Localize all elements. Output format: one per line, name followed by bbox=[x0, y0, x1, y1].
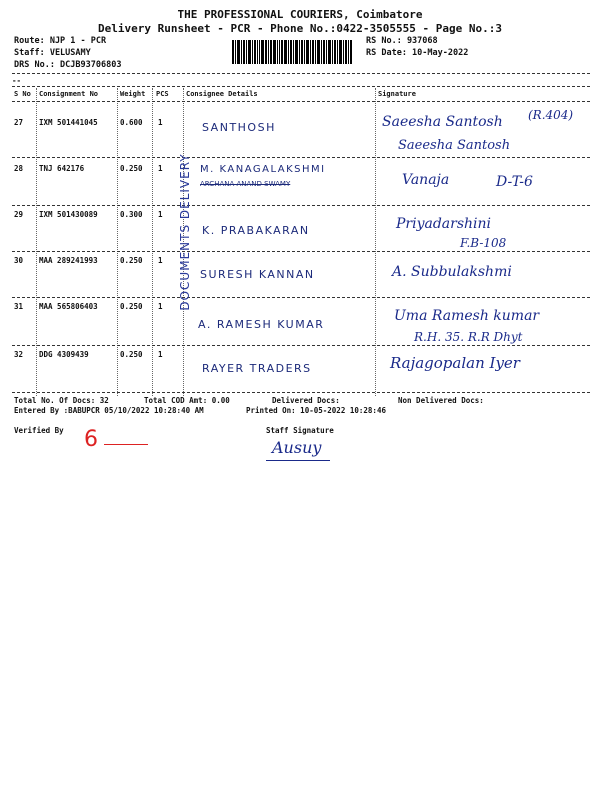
entered-by: Entered By :BABUPCR 05/10/2022 10:28:40 AM bbox=[14, 406, 204, 415]
row-consignee: SURESH KANNAN bbox=[200, 268, 315, 281]
row-signature: Saeesha Santosh bbox=[382, 114, 503, 130]
row-consignee: A. RAMESH KUMAR bbox=[198, 318, 325, 331]
row-consignment: IXM 501441045 bbox=[39, 118, 98, 127]
column-divider bbox=[117, 88, 118, 396]
row-weight: 0.250 bbox=[120, 256, 143, 265]
column-divider bbox=[375, 88, 376, 396]
row-signature: Vanaja bbox=[402, 172, 450, 188]
row-signature-note: (R.404) bbox=[528, 108, 574, 122]
row-pcs: 1 bbox=[158, 210, 163, 219]
row-weight: 0.600 bbox=[120, 118, 143, 127]
company-title: THE PROFESSIONAL COURIERS, Coimbatore bbox=[177, 8, 423, 21]
barcode-icon bbox=[232, 40, 352, 64]
non-delivered-docs: Non Delivered Docs: bbox=[398, 396, 484, 405]
staff-label: Staff: VELUSAMY bbox=[14, 48, 91, 58]
staff-signature-hand: Ausuy bbox=[272, 438, 322, 457]
row-signature: Rajagopalan Iyer bbox=[390, 354, 520, 372]
row-consignment: TNJ 642176 bbox=[39, 164, 85, 173]
separator-marker: -- bbox=[12, 76, 22, 85]
separator-line bbox=[12, 86, 590, 87]
drs-number: DRS No.: DCJB93706803 bbox=[14, 60, 122, 70]
row-consignee: RAYER TRADERS bbox=[202, 362, 312, 375]
row-signature-line2: R.H. 35. R.R Dhyt bbox=[414, 330, 523, 344]
row-signature-note: D-T-6 bbox=[496, 174, 533, 190]
separator-line bbox=[12, 205, 590, 206]
rs-number: RS No.: 937068 bbox=[366, 36, 438, 46]
row-consignment: MAA 289241993 bbox=[39, 256, 98, 265]
stamp-text: DOCUMENTS DELIVERY bbox=[178, 153, 192, 311]
row-weight: 0.300 bbox=[120, 210, 143, 219]
delivered-docs: Delivered Docs: bbox=[272, 396, 340, 405]
verified-underline bbox=[104, 444, 148, 445]
row-consignee: M. KANAGALAKSHMI bbox=[200, 164, 326, 175]
row-consignee-extra: ARCHANA ANAND SWAMY bbox=[200, 180, 291, 188]
staff-signature-label: Staff Signature bbox=[266, 426, 334, 435]
row-weight: 0.250 bbox=[120, 350, 143, 359]
rs-date: RS Date: 10-May-2022 bbox=[366, 48, 469, 58]
row-consignment: DDG 4309439 bbox=[39, 350, 89, 359]
staff-signature-underline bbox=[266, 460, 330, 461]
row-sno: 31 bbox=[14, 302, 24, 311]
row-pcs: 1 bbox=[158, 256, 163, 265]
row-sno: 28 bbox=[14, 164, 24, 173]
column-divider bbox=[152, 88, 153, 396]
row-signature: Uma Ramesh kumar bbox=[394, 308, 540, 324]
total-cod: Total COD Amt: 0.00 bbox=[144, 396, 230, 405]
row-weight: 0.250 bbox=[120, 302, 143, 311]
col-header-weight: Weight bbox=[120, 90, 146, 98]
separator-line bbox=[12, 251, 590, 252]
runsheet-title: Delivery Runsheet - PCR - Phone No.:0422-3505555 - Page No.:3 bbox=[98, 22, 502, 35]
column-divider bbox=[36, 88, 37, 396]
separator-line bbox=[12, 392, 590, 393]
row-consignment: IXM 501430089 bbox=[39, 210, 98, 219]
delivery-stamp bbox=[172, 152, 198, 312]
col-header-consignee: Consignee Details bbox=[186, 90, 258, 98]
separator-line bbox=[12, 297, 590, 298]
row-pcs: 1 bbox=[158, 302, 163, 311]
route-label: Route: NJP 1 - PCR bbox=[14, 36, 107, 46]
separator-line bbox=[12, 157, 590, 158]
printed-on: Printed On: 10-05-2022 10:28:46 bbox=[246, 406, 386, 415]
row-consignment: MAA 565806403 bbox=[39, 302, 98, 311]
total-docs: Total No. Of Docs: 32 bbox=[14, 396, 109, 405]
row-pcs: 1 bbox=[158, 164, 163, 173]
separator-line bbox=[12, 73, 590, 74]
row-signature: A. Subbulakshmi bbox=[392, 264, 512, 280]
col-header-pcs: PCS bbox=[156, 90, 169, 98]
col-header-signature: Signature bbox=[378, 90, 416, 98]
separator-line bbox=[12, 345, 590, 346]
col-header-sno: S No bbox=[14, 90, 31, 98]
row-signature-line2: Saeesha Santosh bbox=[398, 138, 511, 153]
row-signature: Priyadarshini bbox=[396, 216, 492, 232]
row-weight: 0.250 bbox=[120, 164, 143, 173]
separator-line bbox=[12, 101, 590, 102]
row-pcs: 1 bbox=[158, 350, 163, 359]
row-consignee: K. PRABAKARAN bbox=[202, 224, 310, 237]
row-sno: 32 bbox=[14, 350, 24, 359]
row-consignee: SANTHOSH bbox=[202, 121, 276, 134]
row-sno: 30 bbox=[14, 256, 24, 265]
col-header-consignment: Consignment No bbox=[39, 90, 99, 98]
verified-by-label: Verified By bbox=[14, 426, 64, 435]
row-signature-line2: F.B-108 bbox=[460, 236, 507, 250]
row-pcs: 1 bbox=[158, 118, 163, 127]
row-sno: 27 bbox=[14, 118, 24, 127]
row-sno: 29 bbox=[14, 210, 24, 219]
verified-count: 6 bbox=[84, 427, 98, 452]
